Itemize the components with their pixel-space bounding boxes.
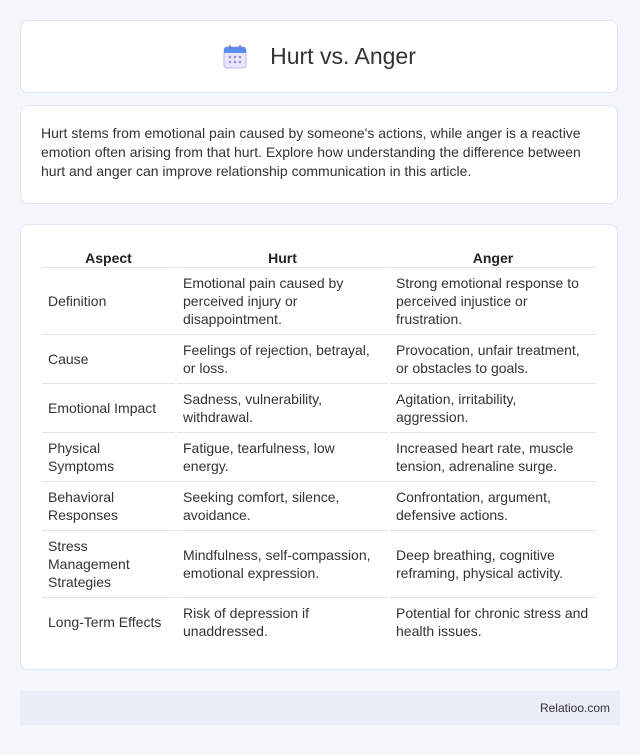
table-header-row: [42, 245, 596, 268]
cell-aspect: Definition: [42, 268, 175, 335]
page-title: Hurt vs. Anger: [270, 43, 416, 69]
header-aspect: Aspect: [42, 245, 175, 268]
intro-text: Hurt stems from emotional pain caused by someone's actions, while anger is a reactive emotion often arising from that hurt. Explore how understanding the difference between hurt and anger can improve relationship communication in this article.: [41, 125, 581, 179]
footer: [20, 691, 620, 725]
cell-hurt: Mindfulness, self-compassion, emotional expression.: [177, 531, 388, 598]
title-card: [20, 20, 618, 93]
cell-hurt: Fatigue, tearfulness, low energy.: [177, 433, 388, 482]
intro-card: [20, 105, 618, 204]
cell-anger: Increased heart rate, muscle tension, adrenaline surge.: [390, 433, 596, 482]
cell-anger: Agitation, irritability, aggression.: [390, 384, 596, 433]
cell-hurt: Emotional pain caused by perceived injury or disappointment.: [177, 268, 388, 335]
cell-hurt: Sadness, vulnerability, withdrawal.: [177, 384, 388, 433]
cell-anger: Potential for chronic stress and health issues.: [396, 605, 589, 639]
cell-hurt: Feelings of rejection, betrayal, or loss.: [177, 335, 388, 384]
cell-anger: Deep breathing, cognitive reframing, physical activity.: [390, 531, 596, 598]
cell-anger: Provocation, unfair treatment, or obstacles to goals.: [390, 335, 596, 384]
calendar-icon: [222, 44, 248, 70]
table-row: [42, 482, 596, 531]
table-row: [42, 335, 596, 384]
table-row: [42, 384, 596, 433]
cell-aspect: Emotional Impact: [42, 384, 175, 433]
table-row: [42, 433, 596, 482]
header-anger: Anger: [390, 245, 596, 268]
footer-brand-link[interactable]: Relatioo.com: [539, 701, 610, 715]
cell-aspect: Behavioral Responses: [42, 482, 175, 531]
cell-hurt: Seeking comfort, silence, avoidance.: [177, 482, 388, 531]
cell-anger: Strong emotional response to perceived injustice or frustration.: [390, 268, 596, 335]
cell-anger: Confrontation, argument, defensive actions.: [390, 482, 596, 531]
table-row: [42, 598, 596, 646]
cell-aspect: Physical Symptoms: [42, 433, 175, 482]
cell-aspect: Stress Management Strategies: [42, 531, 175, 598]
cell-aspect: Long-Term Effects: [48, 614, 162, 630]
table-row: [42, 531, 596, 598]
cell-aspect: Cause: [42, 335, 175, 384]
comparison-table: [40, 245, 598, 646]
comparison-table-card: [20, 224, 618, 670]
header-hurt: Hurt: [177, 245, 388, 268]
table-row: [42, 268, 596, 335]
cell-hurt: Risk of depression if unaddressed.: [183, 605, 310, 639]
